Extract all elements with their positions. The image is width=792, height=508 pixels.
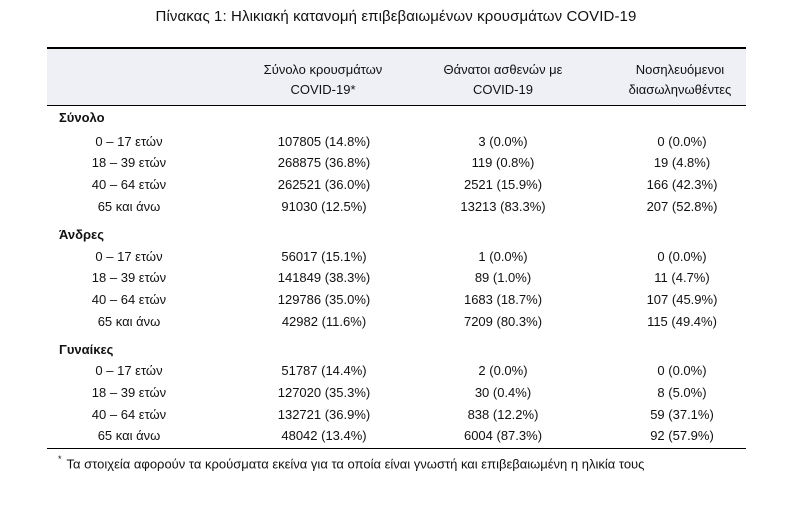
cases-value: 268875 (36.8%) — [277, 155, 371, 170]
table-row — [47, 199, 746, 221]
deaths-value: 119 (0.8%) — [471, 155, 535, 170]
table-row — [47, 428, 746, 450]
age-label: 65 και άνω — [97, 428, 161, 443]
cases-value: 51787 (14.4%) — [281, 363, 367, 378]
deaths-value: 838 (12.2%) — [467, 407, 539, 422]
deaths-value: 3 (0.0%) — [478, 134, 528, 149]
age-label: 40 – 64 ετών — [91, 177, 167, 192]
age-label: 0 – 17 ετών — [95, 134, 163, 149]
table-row — [47, 407, 746, 429]
age-label: 65 και άνω — [97, 314, 161, 329]
intubated-value: 0 (0.0%) — [657, 363, 707, 378]
table-row — [47, 270, 746, 292]
age-label: 18 – 39 ετών — [91, 155, 167, 170]
header-rule — [47, 105, 746, 106]
cases-value: 127020 (35.3%) — [277, 385, 371, 400]
group-title-women: Γυναίκες — [59, 342, 114, 357]
cases-value: 56017 (15.1%) — [281, 249, 367, 264]
deaths-value: 89 (1.0%) — [474, 270, 532, 285]
cases-value: 129786 (35.0%) — [277, 292, 371, 307]
table-row — [47, 292, 746, 314]
footnote-text: Τα στοιχεία αφορούν τα κρούσματα εκείνα για τα οποία είναι γνωστή και επιβεβαιωμένη η ηλικία τους — [66, 456, 645, 472]
deaths-value: 13213 (83.3%) — [460, 199, 546, 214]
intubated-value: 0 (0.0%) — [657, 134, 707, 149]
table-row — [47, 155, 746, 177]
cases-value: 107805 (14.8%) — [277, 134, 371, 149]
deaths-value: 1 (0.0%) — [478, 249, 528, 264]
cases-value: 141849 (38.3%) — [277, 270, 371, 285]
age-label: 0 – 17 ετών — [95, 363, 163, 378]
intubated-value: 207 (52.8%) — [646, 199, 718, 214]
column-header-deaths: Θάνατοι ασθενών με COVID-19 — [443, 62, 563, 97]
table-row — [47, 177, 746, 199]
table-row — [47, 314, 746, 336]
top-rule — [47, 47, 746, 49]
intubated-value: 115 (49.4%) — [647, 314, 717, 329]
intubated-value: 19 (4.8%) — [653, 155, 711, 170]
bottom-rule — [47, 448, 746, 449]
group-title-men: Άνδρες — [59, 227, 104, 242]
intubated-value: 107 (45.9%) — [646, 292, 718, 307]
cases-value: 262521 (36.0%) — [277, 177, 371, 192]
column-header-total-cases: Σύνολο κρουσμάτων COVID-19* — [263, 62, 383, 97]
intubated-value: 59 (37.1%) — [650, 407, 714, 422]
table-row — [47, 363, 746, 385]
age-label: 40 – 64 ετών — [91, 407, 167, 422]
table-title: Πίνακας 1: Ηλικιακή κατανομή επιβεβαιωμένων κρουσμάτων COVID-19 — [155, 8, 637, 25]
deaths-value: 1683 (18.7%) — [463, 292, 543, 307]
table-row — [47, 385, 746, 407]
intubated-value: 11 (4.7%) — [654, 270, 710, 285]
intubated-value: 8 (5.0%) — [657, 385, 707, 400]
deaths-value: 6004 (87.3%) — [463, 428, 543, 443]
table-row — [47, 249, 746, 271]
footnote — [58, 455, 644, 471]
intubated-value: 166 (42.3%) — [646, 177, 718, 192]
deaths-value: 2 (0.0%) — [478, 363, 528, 378]
column-header-intubated: Νοσηλευόμενοι διασωληνωθέντες — [628, 62, 732, 97]
deaths-value: 2521 (15.9%) — [463, 177, 543, 192]
age-label: 18 – 39 ετών — [91, 385, 167, 400]
intubated-value: 92 (57.9%) — [650, 428, 714, 443]
deaths-value: 7209 (80.3%) — [463, 314, 543, 329]
cases-value: 48042 (13.4%) — [281, 428, 367, 443]
age-label: 65 και άνω — [97, 199, 161, 214]
cases-value: 132721 (36.9%) — [277, 407, 371, 422]
intubated-value: 0 (0.0%) — [657, 249, 707, 264]
age-label: 0 – 17 ετών — [95, 249, 163, 264]
table-row — [47, 134, 746, 156]
age-label: 18 – 39 ετών — [91, 270, 167, 285]
group-title-total: Σύνολο — [59, 110, 105, 125]
cases-value: 42982 (11.6%) — [281, 314, 367, 329]
footnote-marker: * — [58, 454, 62, 464]
deaths-value: 30 (0.4%) — [474, 385, 532, 400]
age-label: 40 – 64 ετών — [91, 292, 167, 307]
cases-value: 91030 (12.5%) — [281, 199, 367, 214]
